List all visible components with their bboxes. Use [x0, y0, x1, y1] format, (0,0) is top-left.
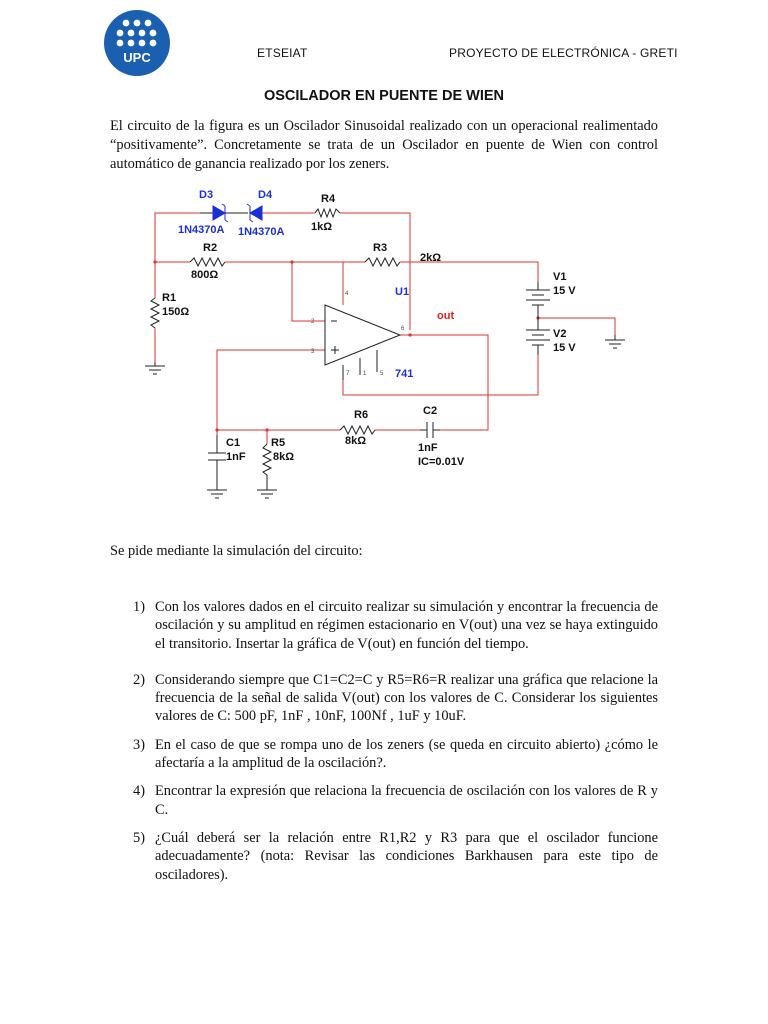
question-text: En el caso de que se rompa uno de los zeners (se queda en circuito abierto) ¿cómo le afectaría a la amplitud de la oscilación?. — [155, 736, 658, 772]
r4-value: 1kΩ — [311, 221, 333, 233]
question-number: 5) — [133, 829, 145, 846]
question-number: 4) — [133, 783, 145, 800]
intro-paragraph: El circuito de la figura es un Oscilador Sinusoidal realizado con un operacional realimentado “positivamente”. Concretamente se trata de un Oscilador en puente de Wien con control automático de ganancia realizado por los zeners. — [110, 118, 658, 172]
question-number: 1) — [133, 599, 145, 615]
question-text: Con los valores dados en el circuito realizar su simulación y encontrar la frecuencia de oscilación y su amplitud en régimen estacionario en V(out) una vez se haya extinguido el transitorio. Insertar la gráfica de V(out) en función del tiempo. — [155, 599, 658, 652]
v2-label: V2 — [553, 328, 567, 340]
d3-model: 1N4370A — [178, 224, 225, 236]
c2-value: 1nF — [418, 442, 438, 454]
r5-label: R5 — [271, 437, 286, 449]
r6-label: R6 — [354, 409, 369, 421]
r2-label: R2 — [203, 242, 218, 254]
logo-text: UPC — [123, 50, 151, 65]
question-number: 2) — [133, 671, 145, 688]
v2-value: 15 V — [553, 342, 576, 354]
r6-value: 8kΩ — [345, 435, 367, 447]
page-title: OSCILADOR EN PUENTE DE WIEN — [263, 88, 505, 104]
c1-label: C1 — [226, 437, 241, 449]
pin-4: 4 — [345, 291, 349, 297]
header-course: PROYECTO DE ELECTRÓNICA - GRETI — [449, 46, 678, 60]
question-number: 3) — [133, 736, 145, 753]
question-list — [110, 598, 658, 884]
pin-5: 5 — [380, 371, 384, 377]
r3-label: R3 — [373, 242, 388, 254]
d4-model: 1N4370A — [238, 226, 285, 238]
pin-6: 6 — [401, 326, 405, 332]
v1-value: 15 V — [553, 285, 576, 297]
question-item — [110, 782, 658, 819]
pin-7: 7 — [346, 371, 350, 377]
task-intro: Se pide mediante la simulación del circuito: — [110, 543, 363, 559]
d4-label: D4 — [258, 189, 273, 201]
header-institution: ETSEIAT — [257, 46, 308, 60]
v1-label: V1 — [553, 271, 567, 283]
out-label: out — [437, 310, 455, 322]
opamp-model: 741 — [395, 368, 414, 380]
d3-label: D3 — [199, 189, 214, 201]
r3-value: 2kΩ — [420, 252, 442, 264]
question-text: Considerando siempre que C1=C2=C y R5=R6=R realizar una gráfica que relacione la frecuencia de la señal de salida V(out) con los valores de C. Considerar los siguientes valores de C: 500 pF, 1nF , 10nF, 100Nf , 1uF y 10uF. — [155, 671, 658, 725]
upc-logo — [104, 10, 170, 76]
pin-1: 1 — [363, 371, 367, 377]
r1-label: R1 — [162, 292, 177, 304]
question-text: Encontrar la expresión que relaciona la frecuencia de oscilación con los valores de R y C. — [155, 783, 658, 818]
c2-label: C2 — [423, 405, 438, 417]
c2-ic: IC=0.01V — [418, 456, 465, 468]
pin-2: 2 — [311, 319, 315, 325]
question-item — [110, 829, 658, 884]
r5-value: 8kΩ — [273, 451, 295, 463]
wien-bridge-circuit — [140, 180, 640, 500]
u1-label: U1 — [395, 286, 410, 298]
c1-value: 1nF — [226, 451, 246, 463]
question-text: ¿Cuál deberá ser la relación entre R1,R2 y R3 para que el oscilador funcione adecuadamente? (nota: Revisar las condiciones Barkhausen para este tipo de osciladores). — [155, 829, 658, 883]
pin-3: 3 — [311, 349, 315, 355]
question-item — [110, 671, 658, 726]
r4-label: R4 — [321, 193, 336, 205]
question-item — [110, 736, 658, 773]
r2-value: 800Ω — [191, 269, 219, 281]
question-item — [110, 598, 658, 653]
r1-value: 150Ω — [162, 306, 190, 318]
